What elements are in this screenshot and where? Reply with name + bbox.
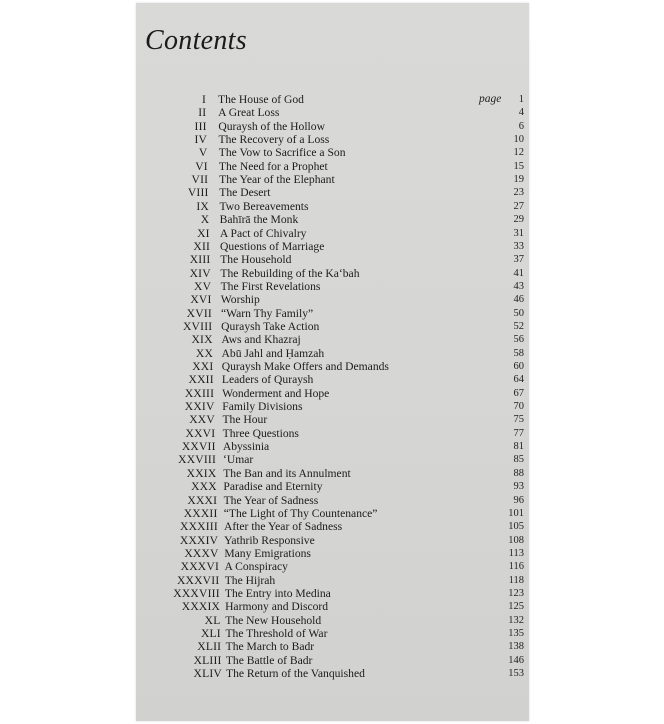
chapter-numeral: XVII [186,306,212,320]
toc-entry [0,133,664,146]
page-number: 37 [513,254,524,266]
chapter-numeral: XXXI [187,493,218,507]
page-number: 116 [508,561,524,573]
chapter-title: Aws and Khazraj [221,333,301,347]
page-number: 88 [513,467,524,479]
chapter-numeral: XII [193,239,211,253]
page-number: 105 [508,521,524,533]
chapter-numeral: XXIV [184,400,215,414]
chapter-title: “Warn Thy Family” [220,306,314,320]
chapter-title: “The Light of Thy Countenance” [223,506,378,520]
page-number: 10 [513,134,524,146]
chapter-title: After the Year of Sadness [223,520,343,534]
chapter-title: A Great Loss [218,106,280,120]
page-number: 123 [508,587,524,599]
toc-entry [0,440,664,453]
chapter-title: Family Divisions [222,400,303,414]
chapter-title: A Conspiracy [224,560,288,574]
toc-entry [0,627,664,640]
chapter-numeral: XXIX [186,466,217,480]
table-of-contents [0,93,664,683]
chapter-title: The House of God [218,93,304,106]
page-number: 138 [508,641,524,653]
chapter-title: The Year of the Elephant [219,173,335,187]
chapter-numeral: XXII [188,373,214,387]
chapter-title: Abū Jahl and Ḥamzah [221,346,325,360]
chapter-numeral: XX [195,346,214,360]
chapter-numeral: IV [194,133,208,147]
chapter-numeral: VI [195,159,208,173]
toc-entry [0,160,664,173]
toc-entry [0,213,664,226]
toc-entry [0,347,664,360]
page-number: 153 [508,668,524,680]
page-number: 81 [513,441,524,453]
chapter-title: Leaders of Quraysh [221,373,314,387]
chapter-title: The Household [220,253,292,267]
page-number: 77 [513,427,524,439]
toc-entry [0,600,664,613]
toc-entry [0,534,664,547]
page-number: 58 [513,347,524,359]
toc-entry [0,240,664,253]
toc-entry [0,93,664,106]
page-number: 4 [518,107,524,119]
chapter-numeral: XXXV [184,546,219,560]
chapter-numeral: XXXVIII [173,586,220,600]
chapter-numeral: XVIII [182,319,213,333]
chapter-numeral: XLII [197,640,222,654]
chapter-numeral: XXXIV [179,533,219,547]
toc-entry [0,507,664,520]
page-number: 43 [513,280,524,292]
chapter-title: The Ban and its Annulment [223,466,351,480]
chapter-numeral: V [198,146,208,160]
toc-entry [0,427,664,440]
chapter-title: Harmony and Discord [225,600,329,614]
toc-entry [0,253,664,266]
page-number: 29 [513,214,524,226]
toc-entry [0,280,664,293]
chapter-title: Quraysh Make Offers and Demands [221,360,389,373]
toc-entry [0,467,664,480]
toc-entry [0,614,664,627]
chapter-numeral: XXVIII [178,453,217,467]
chapter-numeral: XI [197,226,210,240]
chapter-numeral: XLIII [193,653,222,667]
toc-entry [0,293,664,306]
page-number: 56 [513,334,524,346]
chapter-title: The Rebuilding of the Ka‘bah [220,266,360,280]
toc-entry [0,453,664,466]
page-number: 67 [513,387,524,399]
toc-entry [0,373,664,386]
chapter-numeral: I [201,93,206,106]
chapter-title: Three Questions [222,426,299,440]
page-number: 85 [513,454,524,466]
toc-entry [0,320,664,333]
chapter-title: Worship [220,293,260,307]
page-number: 135 [508,628,524,639]
toc-entry [0,387,664,400]
toc-entry [0,307,664,320]
page-number: 46 [513,294,524,306]
chapter-numeral: VIII [187,186,209,200]
toc-entry [0,413,664,426]
chapter-title: The Need for a Prophet [218,159,328,173]
chapter-title: The Year of Sadness [223,493,319,507]
chapter-title: A Pact of Chivalry [219,226,307,240]
toc-entry [0,480,664,493]
chapter-numeral: II [198,106,207,120]
chapter-title: ‘Umar [223,453,254,467]
chapter-title: The Threshold of War [225,627,328,640]
chapter-numeral: XXXII [183,506,218,520]
toc-entry [0,587,664,600]
chapter-title: The Hour [222,413,268,427]
chapter-numeral: XXX [191,480,217,494]
toc-entry [0,547,664,560]
chapter-numeral: XIX [191,333,213,347]
page-number: 118 [508,574,524,586]
chapter-numeral: XXI [192,360,214,373]
chapter-numeral: XXVII [181,440,216,454]
page-number: 23 [513,187,524,199]
chapter-title: The Desert [219,186,271,200]
page-number: 6 [518,120,524,132]
chapter-numeral: XL [204,613,221,627]
toc-entry [0,173,664,186]
page-number: 33 [513,240,524,252]
page-number: 31 [513,227,524,239]
page-number: 27 [513,200,524,212]
chapter-numeral: XXXVI [180,560,220,574]
page-column-label: page [479,93,502,105]
page-number: 12 [513,147,524,159]
chapter-title: The Entry into Medina [224,586,331,600]
chapter-numeral: XIII [189,253,211,267]
chapter-title: Abyssinia [222,440,270,454]
toc-entry [0,146,664,159]
chapter-title: Quraysh Take Action [221,319,320,333]
chapter-title: The Battle of Badr [225,653,313,667]
chapter-numeral: XXV [189,413,215,427]
chapter-title: The Vow to Sacrifice a Son [218,146,346,160]
chapter-numeral: VII [191,173,209,187]
page-number: 101 [508,507,524,519]
toc-entry [0,560,664,573]
chapter-title: Wonderment and Hope [222,386,330,400]
toc-entry [0,360,664,373]
chapter-title: Paradise and Eternity [223,480,323,494]
toc-entry [0,654,664,667]
page-number: 113 [508,547,524,559]
page-number: 93 [513,481,524,493]
chapter-numeral: XVI [190,293,212,307]
chapter-title: Yathrib Responsive [224,533,315,547]
chapter-numeral: IX [196,199,209,213]
page-number: 41 [513,267,524,279]
page-number: 75 [513,414,524,426]
toc-entry [0,200,664,213]
chapter-numeral: III [194,119,207,133]
page-number: 52 [513,320,524,332]
chapter-title: Quraysh of the Hollow [218,119,325,133]
chapter-numeral: XXXIX [181,600,221,614]
chapter-title: Questions of Marriage [220,239,325,253]
page-number: 146 [508,654,524,666]
chapter-numeral: XXVI [185,426,216,440]
page-number: 19 [513,174,524,186]
page-number: 15 [513,160,524,172]
chapter-title: The New Household [225,613,322,627]
chapter-title: Many Emigrations [224,546,311,560]
toc-entry [0,574,664,587]
page-number: 108 [508,534,524,546]
chapter-title: The March to Badr [225,640,315,654]
page-number: 64 [513,374,524,386]
chapter-numeral: XLI [200,627,221,640]
page-number: 50 [513,307,524,319]
chapter-numeral: XV [194,279,212,293]
toc-entry [0,400,664,413]
chapter-numeral: XXIII [184,386,215,400]
chapter-title: The First Revelations [220,279,321,293]
page-number: 60 [513,361,524,372]
chapter-title: The Recovery of a Loss [218,133,330,147]
chapter-numeral: X [200,213,210,227]
toc-entry [0,333,664,346]
chapter-title: Two Bereavements [219,199,309,213]
chapter-numeral: XLIV [193,667,222,681]
toc-entry [0,494,664,507]
page-number: 70 [513,401,524,413]
page-number: 125 [508,601,524,613]
page-number: 132 [508,614,524,626]
toc-entry [0,267,664,280]
toc-entry [0,106,664,119]
chapter-numeral: XIV [189,266,211,280]
toc-entry [0,667,664,680]
page-number: 1 [518,94,524,105]
toc-entry [0,227,664,240]
chapter-title: Bahīrā the Monk [219,213,299,227]
toc-entry [0,640,664,653]
page-number: 96 [513,494,524,506]
chapter-title: The Return of the Vanquished [226,667,365,681]
page-title: Contents [145,25,247,56]
toc-entry [0,186,664,199]
toc-entry [0,520,664,533]
chapter-numeral: XXXIII [180,520,218,534]
toc-entry [0,120,664,133]
chapter-title: The Hijrah [224,573,276,587]
chapter-numeral: XXXVII [176,573,220,587]
